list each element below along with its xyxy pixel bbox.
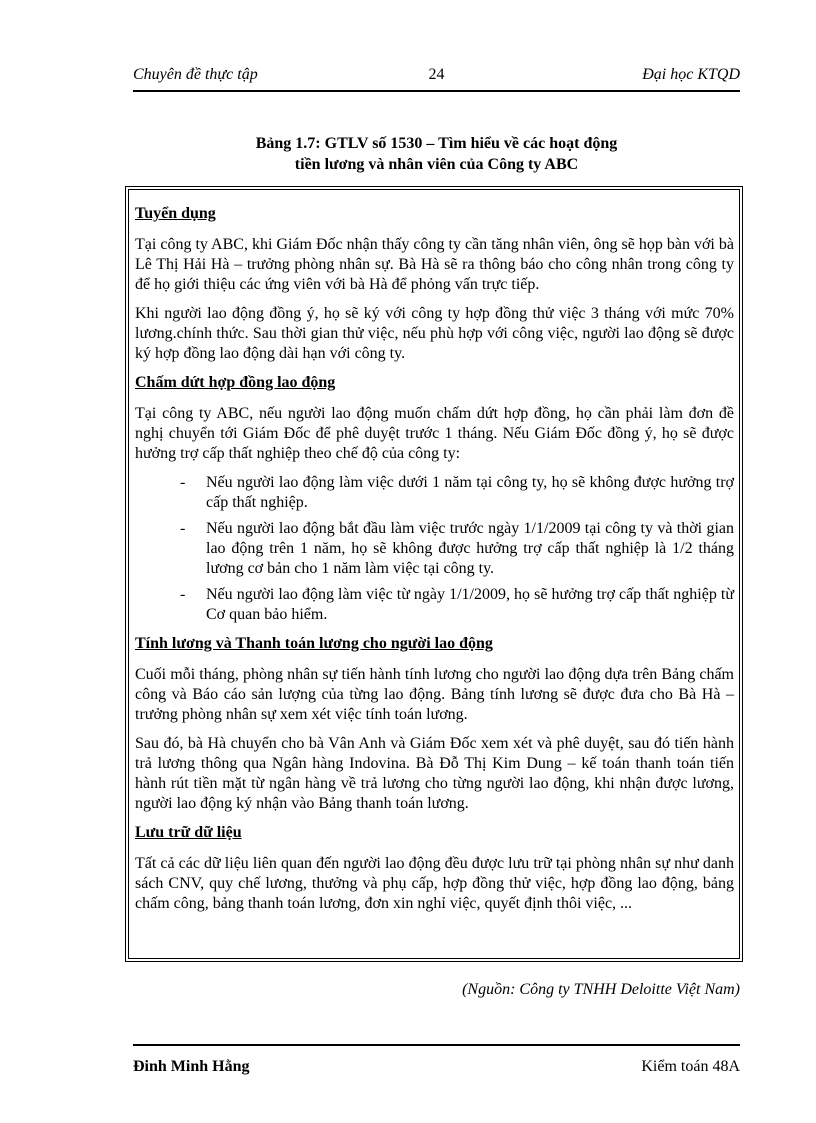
page-header bbox=[133, 64, 740, 92]
page-number: 24 bbox=[428, 66, 445, 83]
list-item-text: Nếu người lao động bắt đầu làm việc trước ngày 1/1/2009 tại công ty và thời gian lao động trên 1 năm, họ sẽ không được hưởng trợ cấp thất nghiệp là 1/2 tháng lương cơ bản cho 1 năm làm việc tại công ty. bbox=[206, 520, 734, 577]
list-item bbox=[135, 473, 734, 513]
table-caption bbox=[133, 133, 740, 175]
paragraph: Tại công ty ABC, khi Giám Đốc nhận thấy công ty cần tăng nhân viên, ông sẽ họp bàn với bà Lê Thị Hải Hà – trưởng phòng nhân sự. Bà Hà sẽ ra thông báo cho công nhân trong công ty để họ giới thiệu các ứng viên với bà Hà để phỏng vấn trực tiếp. bbox=[135, 236, 734, 293]
footer-class: Kiểm toán 48A bbox=[641, 1058, 740, 1075]
bullet-marker: - bbox=[180, 586, 186, 603]
section-heading-data-storage: Lưu trữ dữ liệu bbox=[135, 824, 242, 841]
footer-author: Đinh Minh Hằng bbox=[133, 1058, 250, 1075]
table-caption-line-1: Bảng 1.7: GTLV số 1530 – Tìm hiểu về các hoạt động bbox=[255, 135, 618, 152]
paragraph: Sau đó, bà Hà chuyển cho bà Vân Anh và Giám Đốc xem xét và phê duyệt, sau đó tiến hành trả lương thông qua Ngân hàng Indovina. Bà Đỗ Thị Kim Dung – kế toán thanh toán tiến hành rút tiền mặt từ ngân hàng về trả lương cho từng người lao động, khi nhận được lương, người lao động ký nhận vào Bảng thanh toán lương. bbox=[135, 735, 734, 812]
paragraph: Cuối mỗi tháng, phòng nhân sự tiến hành tính lương cho người lao động dựa trên Bảng chấm công và Báo cáo sản lượng của từng lao động. Bảng tính lương sẽ được đưa cho Bà Hà – trưởng phòng nhân sự xem xét việc tính toán lương. bbox=[135, 666, 734, 723]
section-heading-termination: Chấm dứt hợp đồng lao động bbox=[135, 374, 336, 391]
section-heading-recruitment: Tuyển dụng bbox=[135, 205, 216, 222]
list-item-text: Nếu người lao động làm việc dưới 1 năm tại công ty, họ sẽ không được hưởng trợ cấp thất nghiệp. bbox=[206, 474, 734, 511]
section-heading-payroll: Tính lương và Thanh toán lương cho người lao động bbox=[135, 635, 493, 652]
source-note: (Nguồn: Công ty TNHH Deloitte Việt Nam) bbox=[462, 981, 740, 998]
page-footer bbox=[133, 1044, 740, 1080]
header-university: Đại học KTQD bbox=[642, 66, 740, 83]
list-item bbox=[135, 585, 734, 625]
content-box bbox=[128, 189, 740, 959]
bullet-marker: - bbox=[180, 520, 186, 537]
paragraph: Tại công ty ABC, nếu người lao động muốn chấm dứt hợp đồng, họ cần phải làm đơn đề nghị chuyển tới Giám Đốc để phê duyệt trước 1 tháng. Nếu Giám Đốc đồng ý, họ sẽ được hưởng trợ cấp thất nghiệp theo chế độ của công ty: bbox=[135, 405, 734, 462]
header-report-type: Chuyên đề thực tập bbox=[133, 66, 258, 83]
paragraph: Tất cả các dữ liệu liên quan đến người lao động đều được lưu trữ tại phòng nhân sự như danh sách CNV, quy chế lương, thưởng và phụ cấp, hợp đồng thử việc, hợp đồng lao động, bảng chấm công, bảng thanh toán lương, đơn xin nghỉ việc, quyết định thôi việc, ... bbox=[135, 855, 734, 912]
bullet-marker: - bbox=[180, 474, 186, 491]
paragraph: Khi người lao động đồng ý, họ sẽ ký với công ty hợp đồng thử việc 3 tháng với mức 70% lương.chính thức. Sau thời gian thử việc, nếu phù hợp với công việc, người lao động sẽ được ký hợp đồng lao động dài hạn với công ty. bbox=[135, 305, 734, 362]
table-caption-line-2: tiền lương và nhân viên của Công ty ABC bbox=[294, 156, 579, 173]
list-item bbox=[135, 519, 734, 579]
list-item-text: Nếu người lao động làm việc từ ngày 1/1/2009, họ sẽ hưởng trợ cấp thất nghiệp từ Cơ quan bảo hiểm. bbox=[206, 586, 734, 623]
bullet-list bbox=[135, 473, 734, 625]
